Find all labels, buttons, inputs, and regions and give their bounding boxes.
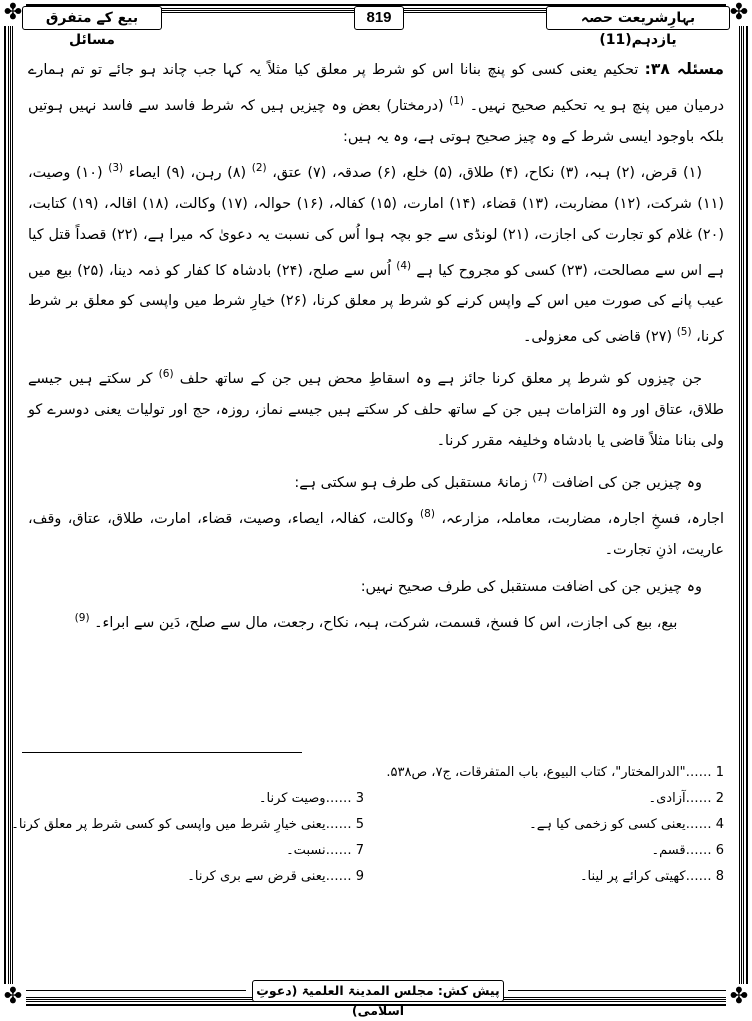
footnote-9: 9 ……یعنی قرض سے بری کرنا۔: [187, 869, 364, 884]
footnote-8: 8 ……کھیتی کرائے پر لینا۔: [579, 869, 724, 884]
corner-ornament-icon: ✤: [0, 0, 26, 26]
book-title: بہارِشریعت حصہ یازدہم(11): [546, 6, 730, 30]
footnote-1: 1 ……"الدرالمختار"، کتاب البیوع، باب المتفرقات، ج۷، ص۵۳۸.: [386, 765, 724, 780]
page-number: 819: [354, 6, 404, 30]
footnote-ref: (2): [251, 161, 267, 174]
footnote-2: 2 ……آزادی۔: [648, 791, 724, 806]
text-span: جن چیزوں کو شرط پر معلق کرنا جائز ہے وہ اسقاطِ محض ہیں جن کے ساتھ حلف: [179, 370, 702, 387]
footnote-3: 3 ……وصیت کرنا۔: [258, 791, 364, 806]
footnote-6: 6 ……قسم۔: [651, 843, 724, 858]
not-future-paragraph: [28, 572, 724, 603]
chapter-title: بیع کے متفرق مسائل: [22, 6, 162, 30]
main-text: [28, 54, 724, 638]
footnote-ref: (7): [532, 471, 548, 484]
footnote-ref: (5): [676, 326, 692, 339]
footnote-ref: (8): [420, 507, 435, 520]
footnote-ref: (9): [74, 611, 90, 624]
footnote-ref: (1): [449, 95, 465, 107]
list-paragraph: [28, 153, 724, 353]
footnote-7: 7 ……نسبت۔: [286, 843, 364, 858]
corner-ornament-icon: ✤: [0, 984, 26, 1010]
text-span: اجارہ، فسخِ اجارہ، مضاربت، معاملہ، مزارعہ،: [441, 510, 725, 527]
text-span: وہ چیزیں جن کی اضافت: [551, 474, 702, 491]
masala-paragraph: [28, 54, 724, 153]
text-span: (درمختار) بعض وہ چیزیں ہیں کہ شرط فاسد سے فاسد نہیں ہوتیں بلکہ باوجود ایسی شرط کے وہ چیز صحیح ہوتی ہے، وہ یہ ہیں:: [28, 97, 724, 145]
text-span: (۱) قرض، (۲) ہبہ، (۳) نکاح، (۴) طلاق، (۵) خلع، (۶) صدقہ، (۷) عتق،: [272, 164, 702, 181]
text-span: بیع، بیع کی اجازت، اس کا فسخ، قسمت، شرکت، ہبہ، نکاح، رجعت، مال سے صلح، دَین سے ابراء۔: [94, 614, 678, 631]
footnote-ref: (6): [158, 368, 174, 381]
footnote-ref: (4): [396, 259, 412, 272]
page-header: [22, 6, 730, 48]
future-list: [28, 499, 724, 566]
text-span: کر سکتے ہیں جیسے طلاق، عتاق اور وہ التزامات ہیں جن کے ساتھ حلف کر سکتے ہیں جیسے نماز، روزہ، حج اور تولیات یعنی دوسرے کو ولی بنانا مثلاً قاضی یا بادشاہ وخلیفہ مقرر کرنا۔: [28, 370, 724, 449]
footnote-divider: [22, 752, 302, 753]
publisher-label: پیش کش: مجلس المدینۃ العلمیۃ (دعوتِ اسلامی): [252, 980, 504, 1002]
text-span: تحکیم یعنی کسی کو پنچ بنانا اس کو شرط پر معلق کیا مثلاً یہ کہا جب چاند ہو جائے تو تم ہمارے درمیان میں پنچ ہو یہ تحکیم صحیح نہیں۔: [28, 62, 725, 114]
page-footer: [0, 980, 752, 1018]
text-span: وہ چیزیں جن کی اضافت مستقبل کی طرف صحیح نہیں:: [360, 578, 702, 595]
conditional-paragraph: [28, 359, 724, 457]
footnote-ref: (3): [108, 161, 124, 174]
text-span: وکالت، کفالہ، ایصاء، وصیت، قضاء، امارت، طلاق، عتاق، وقف، عاریت، اذنِ تجارت۔: [28, 510, 724, 558]
masala-label: مسئلہ ۳۸:: [644, 60, 724, 78]
text-span: (۱۰) وصیت، (۱۱) شرکت، (۱۲) مضاربت، (۱۳) قضاء، (۱۴) امارت، (۱۵) کفالہ، (۱۶) حوالہ، (۱۷) وکالت، (۱۸) اقالہ، (۱۹) کتابت، (۲۰) غلام کو تجارت کی اجازت، (۲۱) لونڈی سے جو بچہ ہوا اُس کی نسبت یہ دعویٰ کہ میرا ہے، (۲۲) قصداً قتل کیا ہے اس سے مصالحت، (۲۳) کسی کو مجروح کیا ہے: [28, 164, 725, 279]
text-span: (۸) رہن، (۹) ایصاء: [128, 164, 247, 181]
future-paragraph: [28, 463, 724, 499]
text-span: زمانۂ مستقبل کی طرف ہو سکتی ہے:: [294, 474, 528, 491]
footnotes: [11, 760, 724, 890]
footer-line: [508, 990, 726, 991]
footnote-5: 5 ……یعنی خیارِ شرط میں واپسی کو کسی شرط پر معلق کرنا۔: [11, 817, 364, 832]
corner-ornament-icon: ✤: [726, 984, 752, 1010]
text-span: اُس سے صلح، (۲۴) بادشاہ کا کفار کو ذمہ دینا، (۲۵) بیع میں عیب پانے کی صورت میں اس کے واپس کرنے کو شرط پر معلق کرنا، (۲۶) خیارِ شرط میں واپسی کو معلق بر شرط کرنا،: [28, 262, 724, 346]
footer-line: [26, 990, 246, 991]
not-future-list: [28, 603, 724, 639]
footnote-4: 4 ……یعنی کسی کو زخمی کیا ہے۔: [529, 817, 724, 832]
corner-ornament-icon: ✤: [726, 0, 752, 26]
text-span: (۲۷) قاضی کی معزولی۔: [523, 329, 673, 346]
